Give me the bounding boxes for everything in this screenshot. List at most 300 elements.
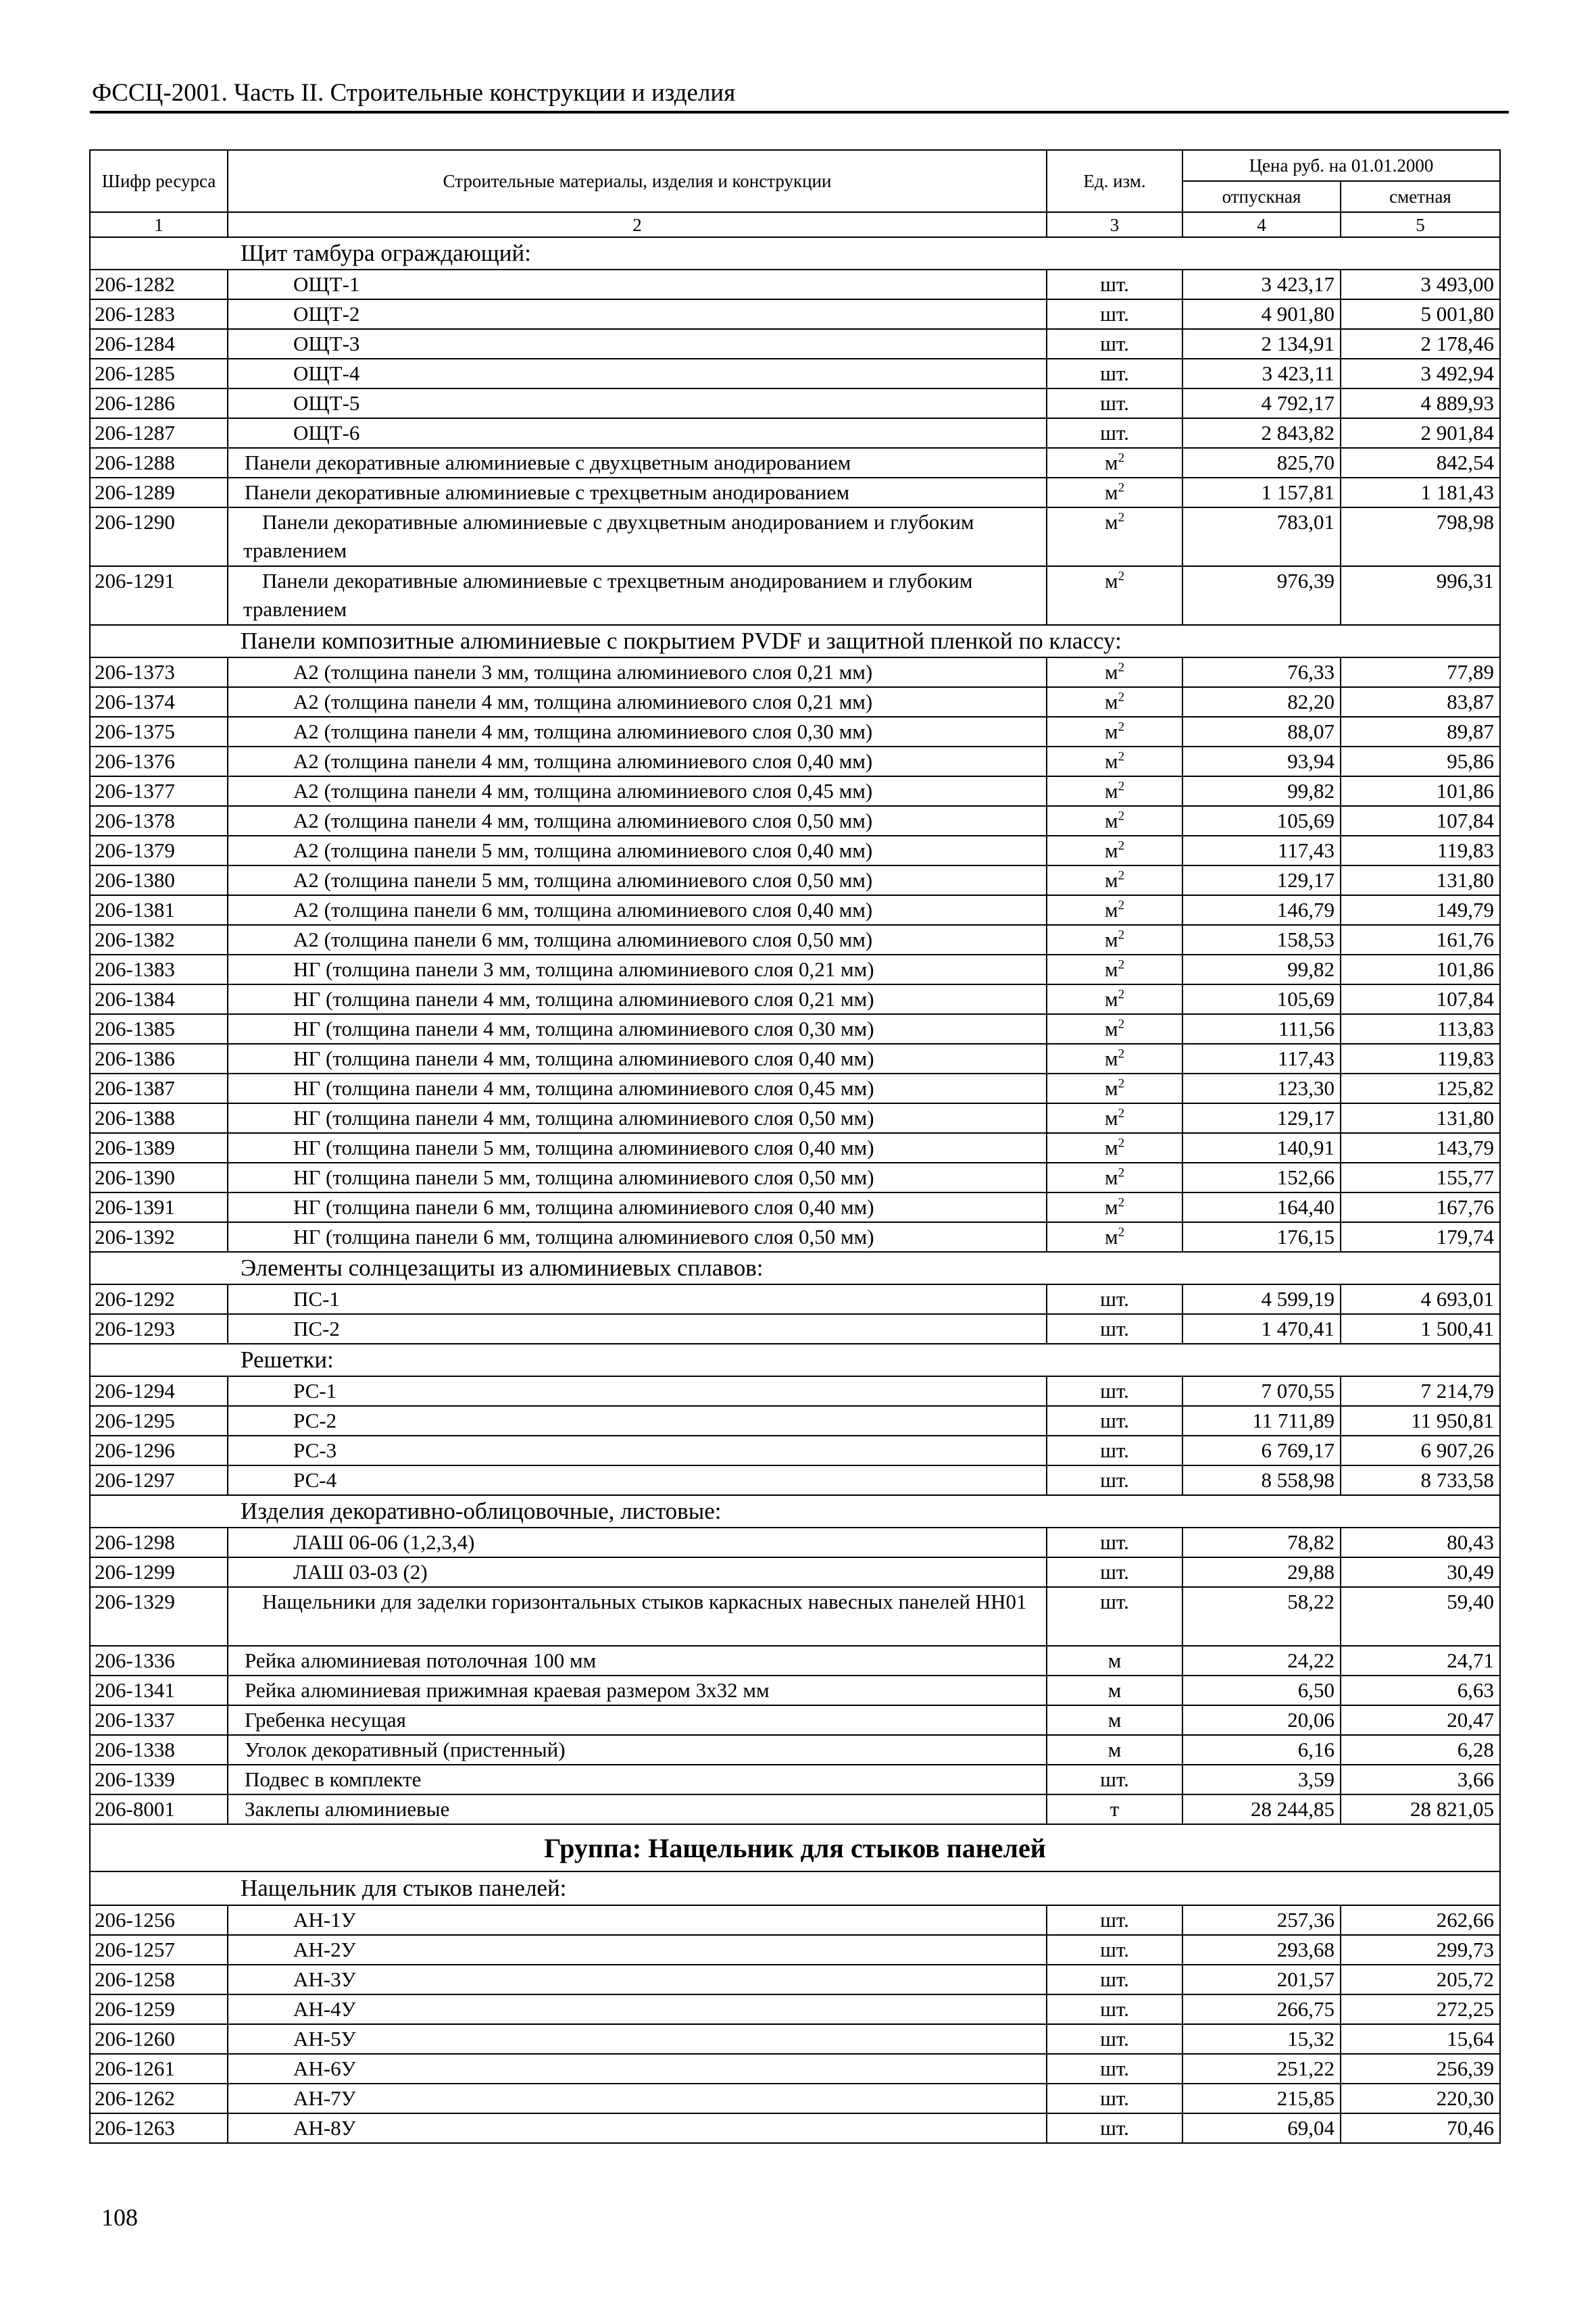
item-name: АН-7У bbox=[228, 2084, 1047, 2113]
unit-of-measure: $м^2$ bbox=[1047, 507, 1182, 566]
unit-of-measure: $м^2$ bbox=[1047, 687, 1182, 717]
resource-code: 206-1385 bbox=[90, 1014, 228, 1044]
item-name: РС-1 bbox=[228, 1376, 1047, 1406]
table-row bbox=[90, 299, 1500, 329]
table-row bbox=[90, 1406, 1500, 1436]
price-estimate: 4 889,93 bbox=[1341, 388, 1500, 418]
unit-of-measure: шт. bbox=[1047, 1465, 1182, 1495]
table-row bbox=[90, 1935, 1500, 1965]
price-release: 3 423,17 bbox=[1182, 270, 1341, 299]
price-release: 11 711,89 bbox=[1182, 1406, 1341, 1436]
price-release: 158,53 bbox=[1182, 925, 1341, 955]
table-row bbox=[90, 925, 1500, 955]
price-release: 4 901,80 bbox=[1182, 299, 1341, 329]
price-estimate: 1 181,43 bbox=[1341, 478, 1500, 507]
table-row bbox=[90, 448, 1500, 478]
item-name: Рейка алюминиевая прижимная краевая размером 3х32 мм bbox=[228, 1676, 1047, 1705]
unit-of-measure: $м^2$ bbox=[1047, 717, 1182, 747]
item-name: РС-2 bbox=[228, 1406, 1047, 1436]
section-header-row bbox=[90, 1871, 1500, 1905]
table-row bbox=[90, 1436, 1500, 1465]
item-name: А2 (толщина панели 5 мм, толщина алюминиевого слоя 0,40 мм) bbox=[228, 836, 1047, 865]
column-number: 3 bbox=[1047, 212, 1182, 237]
item-name: Панели декоративные алюминиевые с двухцветным анодированием и глубоким травлением bbox=[228, 507, 1047, 566]
item-name: А2 (толщина панели 5 мм, толщина алюминиевого слоя 0,50 мм) bbox=[228, 865, 1047, 895]
price-release: 111,56 bbox=[1182, 1014, 1341, 1044]
header-name: Строительные материалы, изделия и конструкции bbox=[228, 150, 1047, 212]
item-name: РС-3 bbox=[228, 1436, 1047, 1465]
price-release: 257,36 bbox=[1182, 1905, 1341, 1935]
column-number: 1 bbox=[90, 212, 228, 237]
table-row bbox=[90, 270, 1500, 299]
price-release: 3 423,11 bbox=[1182, 359, 1341, 388]
group-title: Группа: Нащельник для стыков панелей bbox=[90, 1824, 1500, 1871]
price-release: 99,82 bbox=[1182, 776, 1341, 806]
resource-code: 206-1337 bbox=[90, 1705, 228, 1735]
unit-of-measure: шт. bbox=[1047, 1935, 1182, 1965]
price-release: 4 792,17 bbox=[1182, 388, 1341, 418]
price-release: 251,22 bbox=[1182, 2054, 1341, 2084]
price-estimate: 4 693,01 bbox=[1341, 1284, 1500, 1314]
unit-of-measure: $м^2$ bbox=[1047, 806, 1182, 836]
item-name: Гребенка несущая bbox=[228, 1705, 1047, 1735]
resource-code: 206-1292 bbox=[90, 1284, 228, 1314]
unit-of-measure: м bbox=[1047, 1705, 1182, 1735]
item-name: НГ (толщина панели 4 мм, толщина алюминиевого слоя 0,30 мм) bbox=[228, 1014, 1047, 1044]
resource-code: 206-1374 bbox=[90, 687, 228, 717]
price-estimate: 3 492,94 bbox=[1341, 359, 1500, 388]
price-estimate: 798,98 bbox=[1341, 507, 1500, 566]
column-number: 4 bbox=[1182, 212, 1341, 237]
unit-of-measure: м bbox=[1047, 1735, 1182, 1765]
price-release: 152,66 bbox=[1182, 1163, 1341, 1192]
table-row bbox=[90, 507, 1500, 566]
header-price-release: отпускная bbox=[1182, 181, 1341, 212]
price-release: 215,85 bbox=[1182, 2084, 1341, 2113]
price-release: 69,04 bbox=[1182, 2113, 1341, 2143]
resource-code: 206-1291 bbox=[90, 566, 228, 625]
price-estimate: 2 178,46 bbox=[1341, 329, 1500, 359]
price-estimate: 83,87 bbox=[1341, 687, 1500, 717]
price-estimate: 256,39 bbox=[1341, 2054, 1500, 2084]
unit-of-measure: $м^2$ bbox=[1047, 1133, 1182, 1163]
table-row bbox=[90, 2024, 1500, 2054]
price-release: 2 843,82 bbox=[1182, 418, 1341, 448]
resource-code: 206-1377 bbox=[90, 776, 228, 806]
unit-of-measure: шт. bbox=[1047, 1284, 1182, 1314]
price-release: 117,43 bbox=[1182, 1044, 1341, 1074]
price-estimate: 15,64 bbox=[1341, 2024, 1500, 2054]
unit-of-measure: шт. bbox=[1047, 1765, 1182, 1794]
unit-of-measure: шт. bbox=[1047, 2113, 1182, 2143]
price-release: 58,22 bbox=[1182, 1587, 1341, 1646]
resource-code: 206-1261 bbox=[90, 2054, 228, 2084]
section-header-row bbox=[90, 625, 1500, 657]
item-name: НГ (толщина панели 4 мм, толщина алюминиевого слоя 0,21 мм) bbox=[228, 984, 1047, 1014]
price-estimate: 125,82 bbox=[1341, 1074, 1500, 1103]
price-estimate: 179,74 bbox=[1341, 1222, 1500, 1252]
resource-code: 206-1329 bbox=[90, 1587, 228, 1646]
item-name: НГ (толщина панели 6 мм, толщина алюминиевого слоя 0,50 мм) bbox=[228, 1222, 1047, 1252]
unit-of-measure: шт. bbox=[1047, 1587, 1182, 1646]
table-row bbox=[90, 1014, 1500, 1044]
resource-code: 206-1290 bbox=[90, 507, 228, 566]
section-title: Нащельник для стыков панелей: bbox=[90, 1871, 1500, 1905]
price-estimate: 107,84 bbox=[1341, 806, 1500, 836]
price-release: 82,20 bbox=[1182, 687, 1341, 717]
table-header bbox=[90, 150, 1500, 237]
unit-of-measure: $м^2$ bbox=[1047, 1222, 1182, 1252]
unit-of-measure: $м^2$ bbox=[1047, 478, 1182, 507]
page-header-title: ФССЦ-2001. Часть II. Строительные конструкции и изделия bbox=[92, 79, 736, 107]
price-estimate: 161,76 bbox=[1341, 925, 1500, 955]
price-estimate: 101,86 bbox=[1341, 955, 1500, 984]
price-release: 29,88 bbox=[1182, 1557, 1341, 1587]
item-name: ОЩТ-1 bbox=[228, 270, 1047, 299]
price-estimate: 59,40 bbox=[1341, 1587, 1500, 1646]
unit-of-measure: $м^2$ bbox=[1047, 1044, 1182, 1074]
price-release: 129,17 bbox=[1182, 865, 1341, 895]
unit-of-measure: $м^2$ bbox=[1047, 657, 1182, 687]
resource-code: 206-1296 bbox=[90, 1436, 228, 1465]
unit-of-measure: $м^2$ bbox=[1047, 984, 1182, 1014]
unit-of-measure: $м^2$ bbox=[1047, 747, 1182, 776]
table-row bbox=[90, 1376, 1500, 1406]
item-name: А2 (толщина панели 4 мм, толщина алюминиевого слоя 0,45 мм) bbox=[228, 776, 1047, 806]
item-name: ОЩТ-2 bbox=[228, 299, 1047, 329]
price-estimate: 119,83 bbox=[1341, 1044, 1500, 1074]
unit-of-measure: $м^2$ bbox=[1047, 1192, 1182, 1222]
item-name: А2 (толщина панели 6 мм, толщина алюминиевого слоя 0,50 мм) bbox=[228, 925, 1047, 955]
section-header-row bbox=[90, 237, 1500, 270]
resource-code: 206-1258 bbox=[90, 1965, 228, 1994]
table-row bbox=[90, 895, 1500, 925]
price-release: 1 470,41 bbox=[1182, 1314, 1341, 1344]
item-name: НГ (толщина панели 6 мм, толщина алюминиевого слоя 0,40 мм) bbox=[228, 1192, 1047, 1222]
item-name: ОЩТ-6 bbox=[228, 418, 1047, 448]
table-row bbox=[90, 1905, 1500, 1935]
item-name: А2 (толщина панели 4 мм, толщина алюминиевого слоя 0,50 мм) bbox=[228, 806, 1047, 836]
item-name: А2 (толщина панели 4 мм, толщина алюминиевого слоя 0,40 мм) bbox=[228, 747, 1047, 776]
section-header-row bbox=[90, 1495, 1500, 1528]
price-release: 164,40 bbox=[1182, 1192, 1341, 1222]
price-estimate: 6 907,26 bbox=[1341, 1436, 1500, 1465]
table-row bbox=[90, 1284, 1500, 1314]
table-row bbox=[90, 1646, 1500, 1676]
item-name: НГ (толщина панели 4 мм, толщина алюминиевого слоя 0,40 мм) bbox=[228, 1044, 1047, 1074]
table-row bbox=[90, 1557, 1500, 1587]
resource-code: 206-1383 bbox=[90, 955, 228, 984]
table-row bbox=[90, 955, 1500, 984]
item-name: ЛАШ 06-06 (1,2,3,4) bbox=[228, 1528, 1047, 1557]
table-row bbox=[90, 1163, 1500, 1192]
table-row bbox=[90, 1765, 1500, 1794]
resource-code: 206-1388 bbox=[90, 1103, 228, 1133]
unit-of-measure: шт. bbox=[1047, 270, 1182, 299]
resource-code: 206-1299 bbox=[90, 1557, 228, 1587]
price-estimate: 89,87 bbox=[1341, 717, 1500, 747]
resource-code: 206-1391 bbox=[90, 1192, 228, 1222]
item-name: ПС-1 bbox=[228, 1284, 1047, 1314]
resource-code: 206-1373 bbox=[90, 657, 228, 687]
price-estimate: 107,84 bbox=[1341, 984, 1500, 1014]
table-row bbox=[90, 1074, 1500, 1103]
item-name: АН-3У bbox=[228, 1965, 1047, 1994]
price-estimate: 8 733,58 bbox=[1341, 1465, 1500, 1495]
price-estimate: 28 821,05 bbox=[1341, 1794, 1500, 1824]
unit-of-measure: $м^2$ bbox=[1047, 1103, 1182, 1133]
table-row bbox=[90, 1044, 1500, 1074]
price-release: 117,43 bbox=[1182, 836, 1341, 865]
header-price-estimate: сметная bbox=[1341, 181, 1500, 212]
item-name: АН-1У bbox=[228, 1905, 1047, 1935]
item-name: НГ (толщина панели 5 мм, толщина алюминиевого слоя 0,40 мм) bbox=[228, 1133, 1047, 1163]
resource-code: 206-1298 bbox=[90, 1528, 228, 1557]
item-name: ПС-2 bbox=[228, 1314, 1047, 1344]
item-name: Панели декоративные алюминиевые с трехцветным анодированием и глубоким травлением bbox=[228, 566, 1047, 625]
price-release: 6,50 bbox=[1182, 1676, 1341, 1705]
price-release: 6 769,17 bbox=[1182, 1436, 1341, 1465]
price-estimate: 6,63 bbox=[1341, 1676, 1500, 1705]
price-estimate: 3,66 bbox=[1341, 1765, 1500, 1794]
table-row bbox=[90, 717, 1500, 747]
price-release: 825,70 bbox=[1182, 448, 1341, 478]
unit-of-measure: $м^2$ bbox=[1047, 448, 1182, 478]
unit-of-measure: шт. bbox=[1047, 359, 1182, 388]
price-estimate: 70,46 bbox=[1341, 2113, 1500, 2143]
resource-code: 206-1380 bbox=[90, 865, 228, 895]
price-estimate: 6,28 bbox=[1341, 1735, 1500, 1765]
table-row bbox=[90, 329, 1500, 359]
price-estimate: 20,47 bbox=[1341, 1705, 1500, 1735]
resource-code: 206-1376 bbox=[90, 747, 228, 776]
resource-code: 206-1386 bbox=[90, 1044, 228, 1074]
resource-code: 206-1295 bbox=[90, 1406, 228, 1436]
page-number: 108 bbox=[101, 2204, 138, 2231]
resource-code: 206-1339 bbox=[90, 1765, 228, 1794]
price-release: 4 599,19 bbox=[1182, 1284, 1341, 1314]
table-row bbox=[90, 687, 1500, 717]
price-estimate: 80,43 bbox=[1341, 1528, 1500, 1557]
price-release: 3,59 bbox=[1182, 1765, 1341, 1794]
unit-of-measure: $м^2$ bbox=[1047, 955, 1182, 984]
price-release: 129,17 bbox=[1182, 1103, 1341, 1133]
unit-of-measure: шт. bbox=[1047, 2084, 1182, 2113]
item-name: Панели декоративные алюминиевые с двухцветным анодированием bbox=[228, 448, 1047, 478]
price-estimate: 167,76 bbox=[1341, 1192, 1500, 1222]
price-release: 1 157,81 bbox=[1182, 478, 1341, 507]
item-name: Панели декоративные алюминиевые с трехцветным анодированием bbox=[228, 478, 1047, 507]
item-name: НГ (толщина панели 5 мм, толщина алюминиевого слоя 0,50 мм) bbox=[228, 1163, 1047, 1192]
unit-of-measure: шт. bbox=[1047, 2024, 1182, 2054]
section-header-row bbox=[90, 1252, 1500, 1284]
unit-of-measure: $м^2$ bbox=[1047, 1014, 1182, 1044]
resource-code: 206-1382 bbox=[90, 925, 228, 955]
table-row bbox=[90, 2113, 1500, 2143]
price-release: 6,16 bbox=[1182, 1735, 1341, 1765]
table-row bbox=[90, 388, 1500, 418]
section-title: Панели композитные алюминиевые с покрытием PVDF и защитной пленкой по классу: bbox=[90, 625, 1500, 657]
table-row bbox=[90, 747, 1500, 776]
table-body bbox=[90, 237, 1500, 2143]
item-name: АН-5У bbox=[228, 2024, 1047, 2054]
item-name: АН-6У bbox=[228, 2054, 1047, 2084]
table-row bbox=[90, 1965, 1500, 1994]
unit-of-measure: $м^2$ bbox=[1047, 865, 1182, 895]
price-estimate: 272,25 bbox=[1341, 1994, 1500, 2024]
resource-code: 206-1256 bbox=[90, 1905, 228, 1935]
unit-of-measure: шт. bbox=[1047, 1436, 1182, 1465]
price-release: 7 070,55 bbox=[1182, 1376, 1341, 1406]
table-row bbox=[90, 1994, 1500, 2024]
item-name: АН-4У bbox=[228, 1994, 1047, 2024]
resource-code: 206-1297 bbox=[90, 1465, 228, 1495]
resource-code: 206-1287 bbox=[90, 418, 228, 448]
item-name: А2 (толщина панели 6 мм, толщина алюминиевого слоя 0,40 мм) bbox=[228, 895, 1047, 925]
item-name: А2 (толщина панели 3 мм, толщина алюминиевого слоя 0,21 мм) bbox=[228, 657, 1047, 687]
price-release: 783,01 bbox=[1182, 507, 1341, 566]
unit-of-measure: шт. bbox=[1047, 1557, 1182, 1587]
item-name: Рейка алюминиевая потолочная 100 мм bbox=[228, 1646, 1047, 1676]
unit-of-measure: м bbox=[1047, 1646, 1182, 1676]
price-estimate: 143,79 bbox=[1341, 1133, 1500, 1163]
resource-code: 206-1282 bbox=[90, 270, 228, 299]
group-header-row bbox=[90, 1824, 1500, 1871]
section-title: Решетки: bbox=[90, 1344, 1500, 1376]
column-number: 2 bbox=[228, 212, 1047, 237]
unit-of-measure: шт. bbox=[1047, 1994, 1182, 2024]
unit-of-measure: шт. bbox=[1047, 418, 1182, 448]
table-row bbox=[90, 1735, 1500, 1765]
resource-code: 206-1379 bbox=[90, 836, 228, 865]
price-release: 93,94 bbox=[1182, 747, 1341, 776]
table-row bbox=[90, 1794, 1500, 1824]
item-name: АН-2У bbox=[228, 1935, 1047, 1965]
unit-of-measure: $м^2$ bbox=[1047, 836, 1182, 865]
price-release: 140,91 bbox=[1182, 1133, 1341, 1163]
price-release: 88,07 bbox=[1182, 717, 1341, 747]
table-row bbox=[90, 836, 1500, 865]
table-row bbox=[90, 1133, 1500, 1163]
item-name: Нащельники для заделки горизонтальных стыков каркасных навесных панелей НН01 bbox=[228, 1587, 1047, 1646]
table-row bbox=[90, 1222, 1500, 1252]
price-estimate: 113,83 bbox=[1341, 1014, 1500, 1044]
table-row bbox=[90, 984, 1500, 1014]
table-row bbox=[90, 1705, 1500, 1735]
price-estimate: 131,80 bbox=[1341, 865, 1500, 895]
table-row bbox=[90, 1528, 1500, 1557]
resource-code: 206-1260 bbox=[90, 2024, 228, 2054]
resource-code: 206-1378 bbox=[90, 806, 228, 836]
price-estimate: 101,86 bbox=[1341, 776, 1500, 806]
item-name: НГ (толщина панели 3 мм, толщина алюминиевого слоя 0,21 мм) bbox=[228, 955, 1047, 984]
header-rule bbox=[90, 111, 1509, 114]
unit-of-measure: т bbox=[1047, 1794, 1182, 1824]
price-release: 293,68 bbox=[1182, 1935, 1341, 1965]
item-name: АН-8У bbox=[228, 2113, 1047, 2143]
resource-code: 206-1286 bbox=[90, 388, 228, 418]
resource-code: 206-1381 bbox=[90, 895, 228, 925]
resource-code: 206-1338 bbox=[90, 1735, 228, 1765]
price-estimate: 30,49 bbox=[1341, 1557, 1500, 1587]
resource-code: 206-1389 bbox=[90, 1133, 228, 1163]
resource-code: 206-1390 bbox=[90, 1163, 228, 1192]
unit-of-measure: шт. bbox=[1047, 1965, 1182, 1994]
header-unit: Ед. изм. bbox=[1047, 150, 1182, 212]
price-estimate: 119,83 bbox=[1341, 836, 1500, 865]
price-release: 15,32 bbox=[1182, 2024, 1341, 2054]
resource-code: 206-1259 bbox=[90, 1994, 228, 2024]
resource-code: 206-1263 bbox=[90, 2113, 228, 2143]
price-release: 78,82 bbox=[1182, 1528, 1341, 1557]
resource-code: 206-1375 bbox=[90, 717, 228, 747]
price-estimate: 1 500,41 bbox=[1341, 1314, 1500, 1344]
unit-of-measure: $м^2$ bbox=[1047, 895, 1182, 925]
table-row bbox=[90, 359, 1500, 388]
price-release: 28 244,85 bbox=[1182, 1794, 1341, 1824]
price-release: 105,69 bbox=[1182, 806, 1341, 836]
table-row bbox=[90, 478, 1500, 507]
item-name: ОЩТ-5 bbox=[228, 388, 1047, 418]
item-name: Уголок декоративный (пристенный) bbox=[228, 1735, 1047, 1765]
item-name: ОЩТ-3 bbox=[228, 329, 1047, 359]
price-release: 105,69 bbox=[1182, 984, 1341, 1014]
unit-of-measure: шт. bbox=[1047, 1376, 1182, 1406]
table-row bbox=[90, 1192, 1500, 1222]
price-release: 20,06 bbox=[1182, 1705, 1341, 1735]
table-row bbox=[90, 1465, 1500, 1495]
table-row bbox=[90, 418, 1500, 448]
unit-of-measure: шт. bbox=[1047, 329, 1182, 359]
price-release: 2 134,91 bbox=[1182, 329, 1341, 359]
item-name: РС-4 bbox=[228, 1465, 1047, 1495]
price-estimate: 24,71 bbox=[1341, 1646, 1500, 1676]
resource-code: 206-1288 bbox=[90, 448, 228, 478]
table-row bbox=[90, 1676, 1500, 1705]
price-estimate: 2 901,84 bbox=[1341, 418, 1500, 448]
price-estimate: 262,66 bbox=[1341, 1905, 1500, 1935]
price-estimate: 220,30 bbox=[1341, 2084, 1500, 2113]
price-estimate: 11 950,81 bbox=[1341, 1406, 1500, 1436]
header-code: Шифр ресурса bbox=[90, 150, 228, 212]
header-price-group: Цена руб. на 01.01.2000 bbox=[1182, 150, 1500, 181]
price-estimate: 77,89 bbox=[1341, 657, 1500, 687]
unit-of-measure: $м^2$ bbox=[1047, 925, 1182, 955]
price-release: 8 558,98 bbox=[1182, 1465, 1341, 1495]
unit-of-measure: шт. bbox=[1047, 1528, 1182, 1557]
unit-of-measure: $м^2$ bbox=[1047, 566, 1182, 625]
resource-code: 206-1384 bbox=[90, 984, 228, 1014]
price-release: 76,33 bbox=[1182, 657, 1341, 687]
price-release: 146,79 bbox=[1182, 895, 1341, 925]
table-row bbox=[90, 2084, 1500, 2113]
price-estimate: 205,72 bbox=[1341, 1965, 1500, 1994]
table-row bbox=[90, 776, 1500, 806]
item-name: Подвес в комплекте bbox=[228, 1765, 1047, 1794]
table-row bbox=[90, 1103, 1500, 1133]
section-title: Элементы солнцезащиты из алюминиевых сплавов: bbox=[90, 1252, 1500, 1284]
price-estimate: 3 493,00 bbox=[1341, 270, 1500, 299]
resource-code: 206-1293 bbox=[90, 1314, 228, 1344]
section-title: Изделия декоративно-облицовочные, листовые: bbox=[90, 1495, 1500, 1528]
resource-code: 206-1262 bbox=[90, 2084, 228, 2113]
price-table bbox=[89, 149, 1501, 2144]
item-name: ЛАШ 03-03 (2) bbox=[228, 1557, 1047, 1587]
price-release: 99,82 bbox=[1182, 955, 1341, 984]
table-row bbox=[90, 865, 1500, 895]
unit-of-measure: $м^2$ bbox=[1047, 1163, 1182, 1192]
table-row bbox=[90, 1587, 1500, 1646]
